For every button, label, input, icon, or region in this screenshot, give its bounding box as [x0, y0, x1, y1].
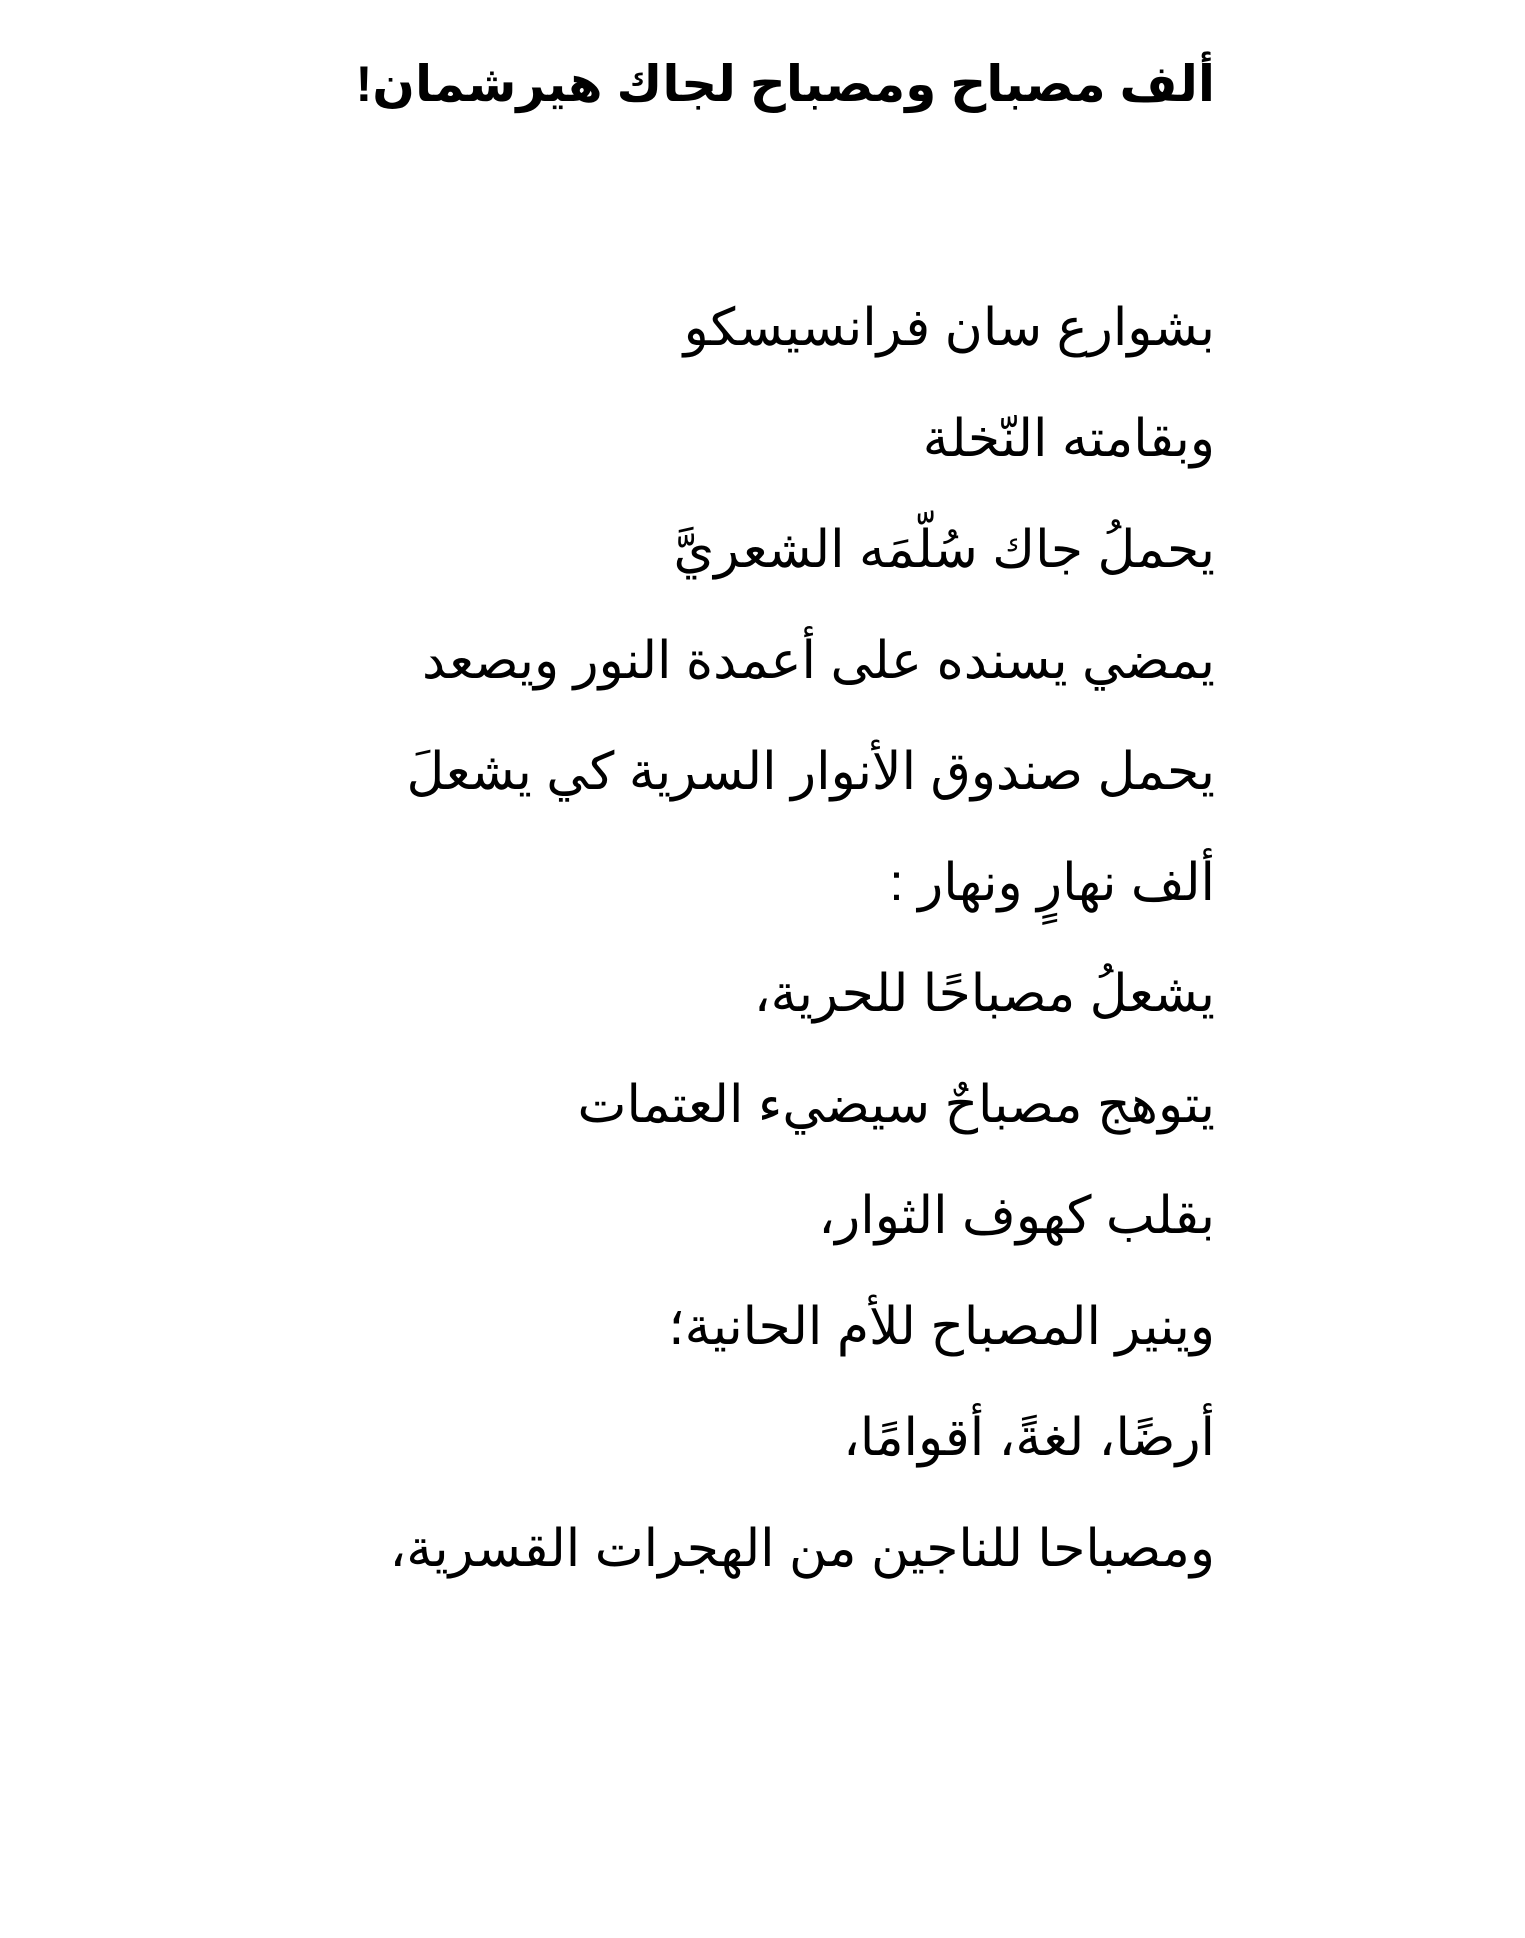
poem-line: وبقامته النّخلة — [922, 410, 1215, 468]
poem-title: ألف مصباح ومصباح لجاك هيرشمان! — [355, 56, 1215, 112]
poem-body — [389, 298, 1215, 1630]
poem-line: يمضي يسنده على أعمدة النور ويصعد — [422, 632, 1215, 690]
poem-line: أرضًا، لغةً، أقوامًا، — [843, 1409, 1215, 1467]
poem-line: يحمل صندوق الأنوار السرية كي يشعلَ — [406, 743, 1215, 801]
poem-line: يحملُ جاك سُلّمَه الشعريَّ — [673, 521, 1215, 579]
poem-line: ألف نهارٍ ونهار : — [889, 854, 1215, 912]
poem-line: يشعلُ مصباحًا للحرية، — [753, 965, 1215, 1023]
poem-line: يتوهج مصباحٌ سيضيء العتمات — [577, 1076, 1215, 1134]
poem-line: ومصباحا للناجين من الهجرات القسرية، — [389, 1520, 1215, 1578]
poem-line: بشوارع سان فرانسيسكو — [683, 299, 1215, 357]
poem-line: بقلب كهوف الثوار، — [818, 1187, 1215, 1245]
poem-line: وينير المصباح للأم الحانية؛ — [668, 1298, 1215, 1356]
